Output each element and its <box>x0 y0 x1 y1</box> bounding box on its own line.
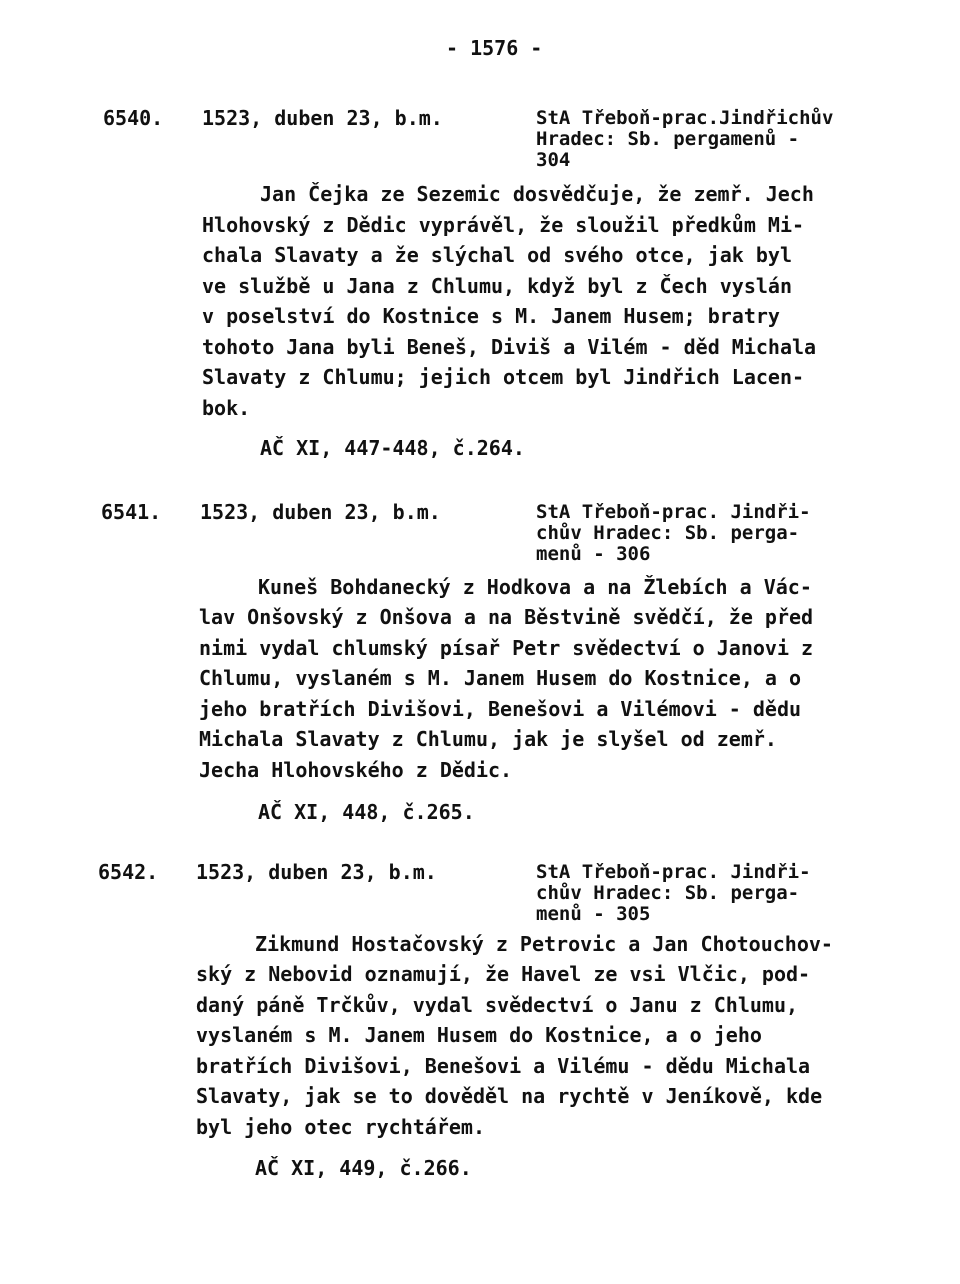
entry-source-line: chův Hradec: Sb. perga- <box>536 882 800 904</box>
entry-number: 6541. <box>101 500 162 524</box>
entry-text-line: byl jeho otec rychtářem. <box>196 1115 485 1139</box>
entry-text-line: Zikmund Hostačovský z Petrovic a Jan Chotouchov- <box>255 932 833 956</box>
entry-text-line: ve službě u Jana z Chlumu, když byl z Čech vyslán <box>202 274 793 298</box>
entry-reference: AČ XI, 449, č.266. <box>255 1156 472 1180</box>
entry-source-line: StA Třeboň-prac.Jindřichův <box>536 107 834 129</box>
entry-text-line: Hlohovský z Dědic vyprávěl, že sloužil předkům Mi- <box>202 213 805 237</box>
entry-text-line: vyslaném s M. Janem Husem do Kostnice, a o jeho <box>196 1023 762 1047</box>
entry-source-line: Hradec: Sb. pergamenů - <box>536 128 800 150</box>
entry-source-line: chův Hradec: Sb. perga- <box>536 522 800 544</box>
entry-text-line: Jecha Hlohovského z Dědic. <box>199 758 513 782</box>
entry-text-line: v poselství do Kostnice s M. Janem Husem; bratry <box>202 304 780 328</box>
entry-date: 1523, duben 23, b.m. <box>202 106 443 130</box>
entry-source-line: StA Třeboň-prac. Jindři- <box>536 861 811 883</box>
entry-number: 6540. <box>103 106 164 130</box>
entry-text-line: jeho bratřích Divišovi, Benešovi a Vilémovi - dědu <box>199 697 802 721</box>
entry-text-line: tohoto Jana byli Beneš, Diviš a Vilém - děd Michala <box>202 335 817 359</box>
entry-text-line: Slavaty z Chlumu; jejich otcem byl Jindřich Lacen- <box>202 365 805 389</box>
entry-text-line: bratřích Divišovi, Benešovi a Vilému - dědu Michala <box>196 1054 811 1078</box>
entry-text-line: Slavaty, jak se to dověděl na rychtě v Jeníkově, kde <box>196 1084 823 1108</box>
entry-source-line: 304 <box>536 149 571 171</box>
entry-text-line: daný páně Trčkův, vydal svědectví o Janu z Chlumu, <box>196 993 799 1017</box>
entry-source-line: StA Třeboň-prac. Jindři- <box>536 501 811 523</box>
entry-text-line: bok. <box>202 396 251 420</box>
entry-source-line: menů - 305 <box>536 903 651 925</box>
entry-number: 6542. <box>98 860 159 884</box>
entry-text-line: ský z Nebovid oznamují, že Havel ze vsi Vlčic, pod- <box>196 962 811 986</box>
page-number: - 1576 - <box>446 36 543 60</box>
entry-date: 1523, duben 23, b.m. <box>200 500 441 524</box>
entry-text-line: Michala Slavaty z Chlumu, jak je slyšel od zemř. <box>199 727 777 751</box>
entry-text-line: lav Onšovský z Onšova a na Běstvině svědčí, že před <box>199 605 814 629</box>
entry-reference: AČ XI, 448, č.265. <box>258 800 475 824</box>
entry-reference: AČ XI, 447-448, č.264. <box>260 436 525 460</box>
entry-text-line: chala Slavaty a že slýchal od svého otce, jak byl <box>202 243 793 267</box>
entry-text-line: Jan Čejka ze Sezemic dosvědčuje, že zemř. Jech <box>260 182 814 206</box>
entry-text-line: Chlumu, vyslaném s M. Janem Husem do Kostnice, a o <box>199 666 802 690</box>
entry-text-line: nimi vydal chlumský písař Petr svědectví o Janovi z <box>199 636 814 660</box>
entry-text-line: Kuneš Bohdanecký z Hodkova a na Žlebích a Vác- <box>258 575 812 599</box>
entry-source-line: menů - 306 <box>536 543 651 565</box>
entry-date: 1523, duben 23, b.m. <box>196 860 437 884</box>
